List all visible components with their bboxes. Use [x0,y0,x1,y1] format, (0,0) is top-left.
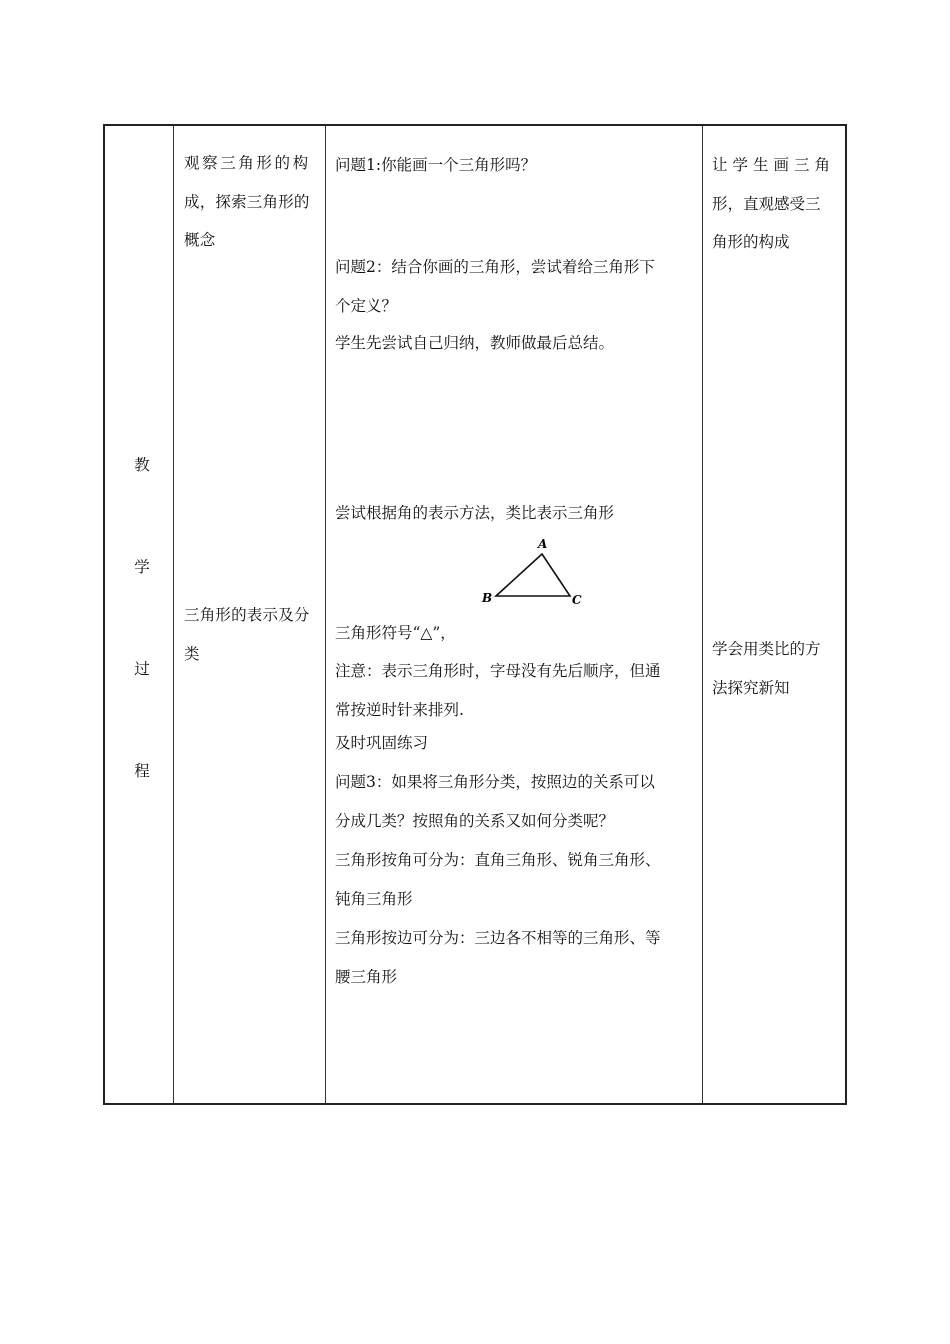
lesson-table [103,124,847,1105]
question-2: 问题2：结合你画的三角形，尝试着给三角形下 个定义？ [335,258,655,315]
vertex-label-b: B [482,591,493,605]
question-3: 问题3：如果将三角形分类，按照边的关系可以 分成几类？按照角的关系又如何分类呢？ [335,773,655,830]
column-divider [702,126,703,1103]
stage-representation: 三角形的表示及分 类 [184,606,310,663]
column-divider [325,126,326,1103]
stage-concept: 观察三角形的构 成，探索三角形的 概念 [184,154,311,249]
row-label-char: 过 [134,660,150,678]
intent-analogy: 学会用类比的方 法探究新知 [712,640,821,697]
practice-heading: 及时巩固练习 [335,734,429,752]
column-divider [173,126,174,1103]
side-classification: 三角形按边可分为：三边各不相等的三角形、等 腰三角形 [335,929,661,986]
angle-classification: 三角形按角可分为：直角三角形、锐角三角形、 钝角三角形 [335,851,661,908]
summary-text: 学生先尝试自己归纳，教师做最后总结。 [335,334,615,352]
vertex-label-a: A [538,537,548,551]
note-text: 注意：表示三角形时，字母没有先后顺序，但通 常按逆时针来排列. [335,662,661,719]
triangle-shape [496,554,570,596]
intent-concept: 让学生画三角 形，直观感受三 角形的构成 [712,156,836,251]
question-1: 问题1:你能画一个三角形吗？ [335,156,537,174]
row-label-char: 程 [134,762,150,780]
representation-intro: 尝试根据角的表示方法，类比表示三角形 [335,504,615,522]
vertex-label-c: C [572,593,582,607]
triangle-figure [480,536,590,608]
triangle-symbol: 三角形符号“△”， [335,624,456,642]
row-label-char: 学 [134,558,150,576]
row-label-char: 教 [134,456,150,474]
